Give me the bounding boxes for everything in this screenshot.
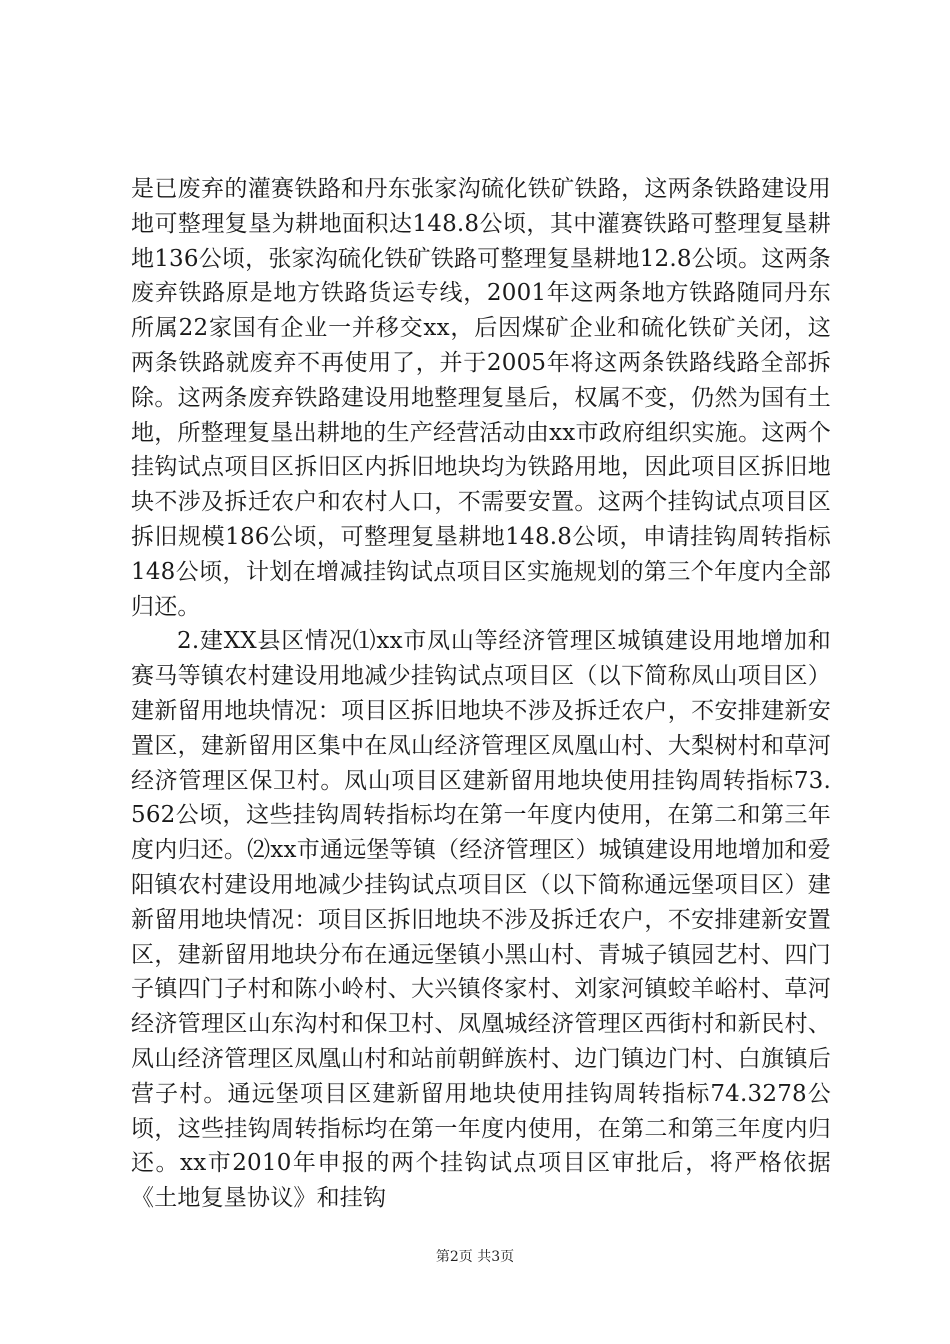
- paragraph-section-2: 2.建XX县区情况⑴xx市凤山等经济管理区城镇建设用地增加和赛马等镇农村建设用地减少挂钩试点项目区（以下简称凤山项目区）建新留用地块情况：项目区拆旧地块不涉及拆迁农户，不安排建新安置区，建新留用区集中在凤山经济管理区凤凰山村、大梨树村和草河经济管理区保卫村。凤山项目区建新留用地块使用挂钩周转指标73.562公顷，这些挂钩周转指标均在第一年度内使用，在第二和第三年度内归还。⑵xx市通远堡等镇（经济管理区）城镇建设用地增加和爱阳镇农村建设用地减少挂钩试点项目区（以下简称通远堡项目区）建新留用地块情况：项目区拆旧地块不涉及拆迁农户，不安排建新安置区，建新留用地块分布在通远堡镇小黑山村、青城子镇园艺村、四门子镇四门子村和陈小岭村、大兴镇佟家村、刘家河镇蛟羊峪村、草河经济管理区山东沟村和保卫村、凤凰城经济管理区西街村和新民村、凤山经济管理区凤凰山村和站前朝鲜族村、边门镇边门村、白旗镇后营子村。通远堡项目区建新留用地块使用挂钩周转指标74.3278公顷，这些挂钩周转指标均在第一年度内使用，在第二和第三年度内归还。xx市2010年申报的两个挂钩试点项目区审批后，将严格依据《土地复垦协议》和挂钩: [131, 628, 831, 1212]
- document-body: [131, 172, 831, 1216]
- paragraph-continued: 是已废弃的灌赛铁路和丹东张家沟硫化铁矿铁路，这两条铁路建设用地可整理复垦为耕地面积达148.8公顷，其中灌赛铁路可整理复垦耕地136公顷，张家沟硫化铁矿铁路可整理复垦耕地12.8公顷。这两条废弃铁路原是地方铁路货运专线，2001年这两条地方铁路随同丹东所属22家国有企业一并移交xx，后因煤矿企业和硫化铁矿关闭，这两条铁路就废弃不再使用了，并于2005年将这两条铁路线路全部拆除。这两条废弃铁路建设用地整理复垦后，权属不变，仍然为国有土地，所整理复垦出耕地的生产经营活动由xx市政府组织实施。这两个挂钩试点项目区拆旧区内拆旧地块均为铁路用地，因此项目区拆旧地块不涉及拆迁农户和农村人口，不需要安置。这两个挂钩试点项目区拆旧规模186公顷，可整理复垦耕地148.8公顷，申请挂钩周转指标148公顷，计划在增减挂钩试点项目区实施规划的第三个年度内全部归还。: [131, 176, 831, 620]
- page-footer: 第2页 共3页: [435, 1249, 515, 1265]
